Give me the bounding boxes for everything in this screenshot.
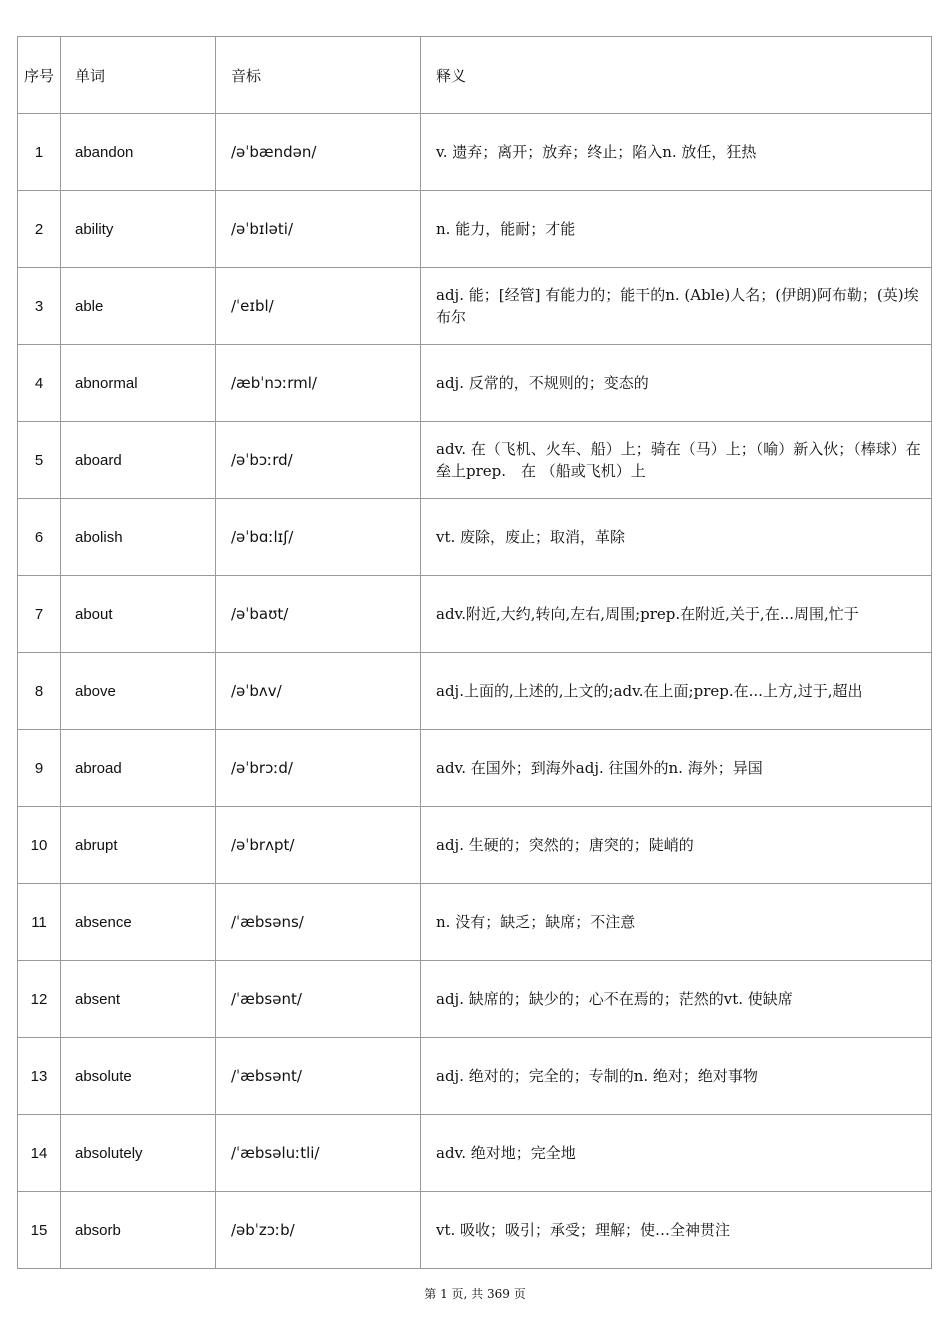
table-row bbox=[18, 191, 932, 268]
table-row bbox=[18, 499, 932, 576]
table-row bbox=[18, 345, 932, 422]
row-word: absolutely bbox=[61, 1115, 216, 1192]
row-word: ability bbox=[61, 191, 216, 268]
table-row bbox=[18, 576, 932, 653]
table-row bbox=[18, 114, 932, 191]
row-phonetic: /ˈæbsənt/ bbox=[216, 1038, 421, 1115]
header-word: 单词 bbox=[61, 37, 216, 114]
row-definition: adj. 反常的，不规则的；变态的 bbox=[421, 345, 932, 422]
table-row bbox=[18, 422, 932, 499]
table-row bbox=[18, 268, 932, 345]
table-row bbox=[18, 730, 932, 807]
row-index: 2 bbox=[18, 191, 61, 268]
row-index: 12 bbox=[18, 961, 61, 1038]
row-index: 13 bbox=[18, 1038, 61, 1115]
row-word: absence bbox=[61, 884, 216, 961]
header-definition: 释义 bbox=[421, 37, 932, 114]
row-phonetic: /əˈbrɔːd/ bbox=[216, 730, 421, 807]
page-footer: 第 1 页, 共 369 页 bbox=[424, 1287, 526, 1301]
vocabulary-table bbox=[17, 36, 932, 1269]
row-index: 14 bbox=[18, 1115, 61, 1192]
row-word: about bbox=[61, 576, 216, 653]
header-row bbox=[18, 37, 932, 114]
row-definition: v. 遗弃；离开；放弃；终止；陷入n. 放任，狂热 bbox=[421, 114, 932, 191]
row-phonetic: /ˈeɪbl/ bbox=[216, 268, 421, 345]
table-row bbox=[18, 884, 932, 961]
table-row bbox=[18, 1192, 932, 1269]
row-word: abolish bbox=[61, 499, 216, 576]
row-phonetic: /əˈbaʊt/ bbox=[216, 576, 421, 653]
row-definition: adv.附近,大约,转向,左右,周围;prep.在附近,关于,在...周围,忙于 bbox=[421, 576, 932, 653]
header-phonetic: 音标 bbox=[216, 37, 421, 114]
row-index: 11 bbox=[18, 884, 61, 961]
row-index: 3 bbox=[18, 268, 61, 345]
row-index: 4 bbox=[18, 345, 61, 422]
row-definition: adj. 缺席的；缺少的；心不在焉的；茫然的vt. 使缺席 bbox=[421, 961, 932, 1038]
row-phonetic: /əˈbɑːlɪʃ/ bbox=[216, 499, 421, 576]
row-word: absent bbox=[61, 961, 216, 1038]
row-index: 15 bbox=[18, 1192, 61, 1269]
row-definition: adj. 绝对的；完全的；专制的n. 绝对；绝对事物 bbox=[421, 1038, 932, 1115]
row-phonetic: /əbˈzɔːb/ bbox=[216, 1192, 421, 1269]
table-row bbox=[18, 961, 932, 1038]
table-row bbox=[18, 807, 932, 884]
row-phonetic: /əˈbændən/ bbox=[216, 114, 421, 191]
row-phonetic: /əˈbɔːrd/ bbox=[216, 422, 421, 499]
row-phonetic: /ˈæbsənt/ bbox=[216, 961, 421, 1038]
row-definition: vt. 吸收；吸引；承受；理解；使…全神贯注 bbox=[421, 1192, 932, 1269]
row-index: 8 bbox=[18, 653, 61, 730]
row-word: above bbox=[61, 653, 216, 730]
row-definition: adv. 绝对地；完全地 bbox=[421, 1115, 932, 1192]
row-index: 10 bbox=[18, 807, 61, 884]
row-index: 5 bbox=[18, 422, 61, 499]
row-word: abroad bbox=[61, 730, 216, 807]
table-row bbox=[18, 1115, 932, 1192]
row-definition: adv. 在国外；到海外adj. 往国外的n. 海外；异国 bbox=[421, 730, 932, 807]
row-definition: adv. 在（飞机、火车、船）上；骑在（马）上；（喻）新入伙；（棒球）在垒上prep. 在 （船或飞机）上 bbox=[421, 422, 932, 499]
table-row bbox=[18, 653, 932, 730]
row-definition: adj. 生硬的；突然的；唐突的；陡峭的 bbox=[421, 807, 932, 884]
row-word: able bbox=[61, 268, 216, 345]
row-word: aboard bbox=[61, 422, 216, 499]
row-index: 1 bbox=[18, 114, 61, 191]
row-definition: n. 能力，能耐；才能 bbox=[421, 191, 932, 268]
row-word: absorb bbox=[61, 1192, 216, 1269]
row-phonetic: /ˈæbsəluːtli/ bbox=[216, 1115, 421, 1192]
row-index: 7 bbox=[18, 576, 61, 653]
header-index: 序号 bbox=[18, 37, 61, 114]
row-index: 6 bbox=[18, 499, 61, 576]
row-phonetic: /æbˈnɔːrml/ bbox=[216, 345, 421, 422]
row-phonetic: /əˈbɪləti/ bbox=[216, 191, 421, 268]
row-phonetic: /ˈæbsəns/ bbox=[216, 884, 421, 961]
row-word: abnormal bbox=[61, 345, 216, 422]
row-word: abrupt bbox=[61, 807, 216, 884]
row-index: 9 bbox=[18, 730, 61, 807]
row-word: absolute bbox=[61, 1038, 216, 1115]
table-row bbox=[18, 1038, 932, 1115]
row-definition: n. 没有；缺乏；缺席；不注意 bbox=[421, 884, 932, 961]
row-phonetic: /əˈbʌv/ bbox=[216, 653, 421, 730]
row-definition: adj.上面的,上述的,上文的;adv.在上面;prep.在...上方,过于,超出 bbox=[421, 653, 932, 730]
row-definition: adj. 能；[经管] 有能力的；能干的n. (Able)人名；(伊朗)阿布勒；(英)埃布尔 bbox=[421, 268, 932, 345]
row-word: abandon bbox=[61, 114, 216, 191]
row-phonetic: /əˈbrʌpt/ bbox=[216, 807, 421, 884]
row-definition: vt. 废除，废止；取消，革除 bbox=[421, 499, 932, 576]
